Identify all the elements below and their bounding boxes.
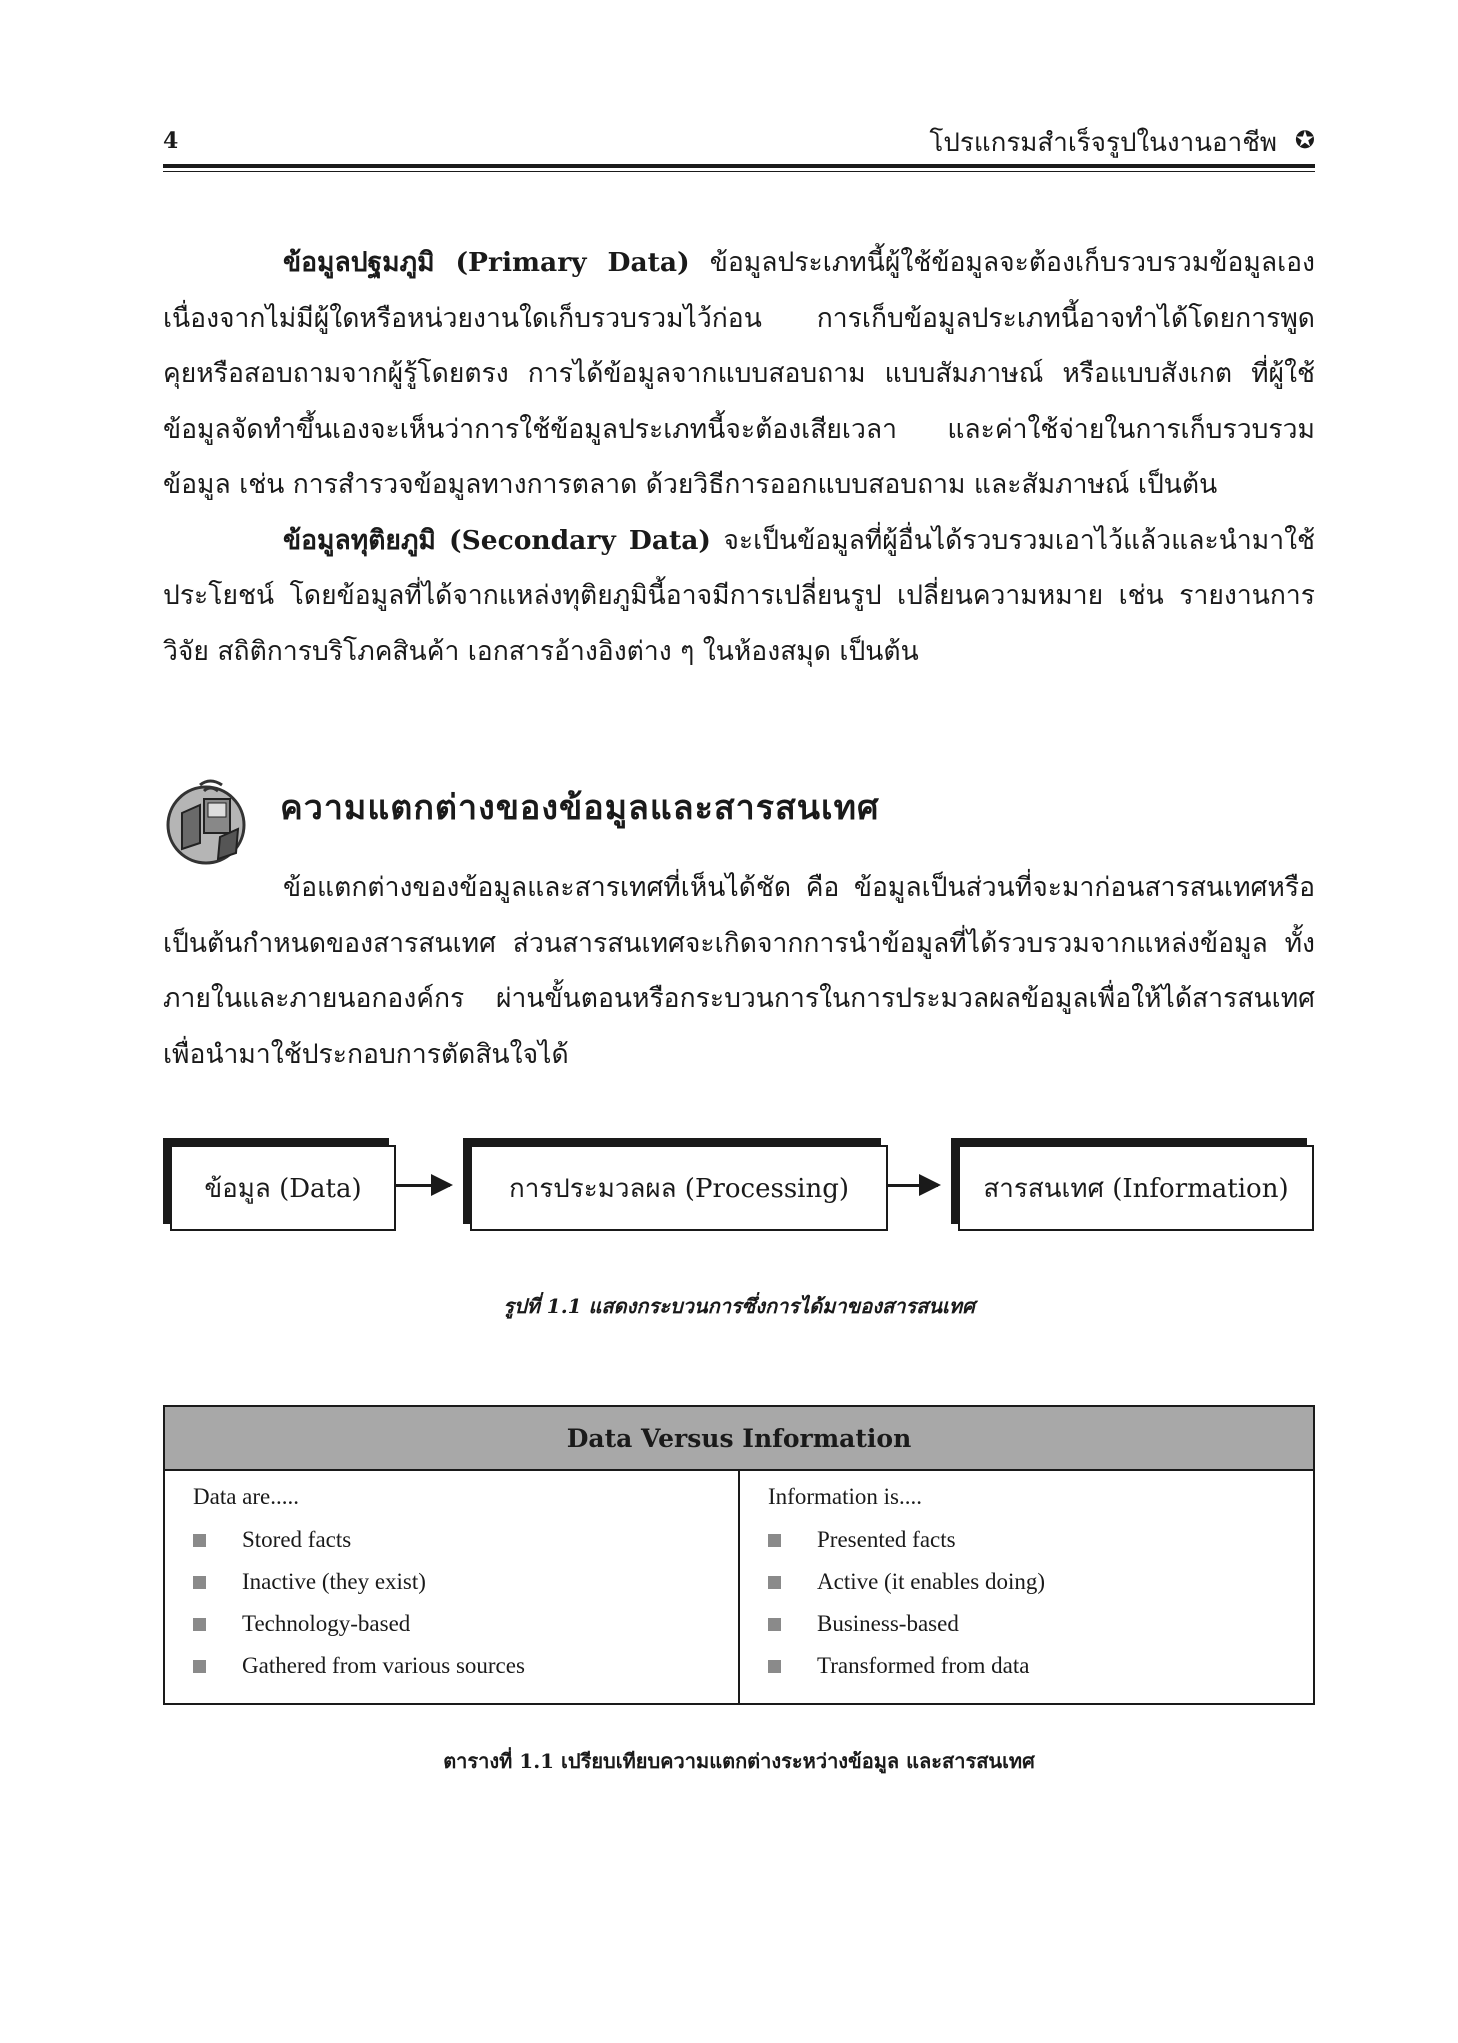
process-diagram <box>163 1140 1315 1240</box>
list-item <box>768 1561 1313 1603</box>
term-primary-data: ข้อมูลปฐมภูมิ (Primary Data) <box>283 247 690 278</box>
list-item-label: Presented facts <box>817 1527 956 1552</box>
paragraph-difference: ข้อแตกต่างของข้อมูลและสารเทศที่เห็นได้ชัด คือ ข้อมูลเป็นส่วนที่จะมาก่อนสารสนเทศหรือเป็นต้นกำหนดของสารสนเทศ ส่วนสารสนเทศจะเกิดจากการนำข้อมูลที่ได้รวบรวมจากแหล่งข้อมูล ทั้งภายในและภายนอกองค์กร ผ่านขั้นตอนหรือกระบวนการในการประมวลผลข้อมูลเพื่อให้ได้สารสนเทศ เพื่อนำมาใช้ประกอบการตัดสินใจได้ <box>163 872 1315 1070</box>
section-difference <box>163 860 1315 1082</box>
table-caption: ตารางที่ 1.1 เปรียบเทียบความแตกต่างระหว่างข้อมูล และสารสนเทศ <box>443 1749 1035 1773</box>
list-item <box>768 1645 1313 1687</box>
paragraph-secondary-data <box>163 513 1315 680</box>
information-column-heading: Information is.... <box>768 1484 922 1509</box>
information-column <box>738 1471 1313 1703</box>
list-item <box>193 1603 738 1645</box>
computer-network-icon <box>160 775 252 867</box>
section-title: ความแตกต่างของข้อมูลและสารสนเทศ <box>280 788 880 828</box>
processing-box <box>470 1145 888 1231</box>
data-versus-information-table <box>163 1405 1315 1705</box>
list-item <box>193 1561 738 1603</box>
square-bullet-icon <box>193 1534 206 1547</box>
list-item <box>193 1519 738 1561</box>
square-bullet-icon <box>768 1576 781 1589</box>
flower-icon: ✪ <box>1294 126 1315 154</box>
arrow-processing-to-information <box>886 1184 938 1187</box>
list-item-label: Stored facts <box>242 1527 352 1552</box>
page-number: 4 <box>163 128 179 154</box>
square-bullet-icon <box>193 1660 206 1673</box>
header-rule-thick <box>163 164 1315 168</box>
list-item-label: Inactive (they exist) <box>242 1569 426 1594</box>
data-box <box>170 1145 396 1231</box>
header-rule-thin <box>163 171 1315 172</box>
arrow-data-to-processing <box>394 1184 450 1187</box>
square-bullet-icon <box>768 1534 781 1547</box>
square-bullet-icon <box>768 1618 781 1631</box>
secondary-data-text: จะเป็นข้อมูลที่ผู้อื่นได้รวบรวมเอาไว้แล้วและนำมาใช้ประโยชน์ โดยข้อมูลที่ได้จากแหล่งทุติยภูมินี้อาจมีการเปลี่ยนรูป เปลี่ยนความหมาย เช่น รายงานการวิจัย สถิติการบริโภคสินค้า เอกสารอ้างอิงต่าง ๆ ในห้องสมุด เป็นต้น <box>163 524 1315 667</box>
list-item-label: Gathered from various sources <box>242 1653 525 1678</box>
square-bullet-icon <box>193 1618 206 1631</box>
information-box <box>958 1145 1314 1231</box>
data-box-label: ข้อมูล (Data) <box>204 1173 362 1204</box>
square-bullet-icon <box>768 1660 781 1673</box>
list-item-label: Business-based <box>817 1611 959 1636</box>
figure-caption: รูปที่ 1.1 แสดงกระบวนการซึ่งการได้มาของสารสนเทศ <box>503 1294 975 1318</box>
list-item <box>768 1603 1313 1645</box>
page-header <box>163 120 1315 160</box>
paragraph-primary-data <box>163 235 1315 513</box>
section-primary-secondary <box>163 235 1315 679</box>
data-column <box>165 1471 738 1703</box>
list-item <box>193 1645 738 1687</box>
information-box-label: สารสนเทศ (Information) <box>983 1173 1289 1204</box>
term-secondary-data: ข้อมูลทุติยภูมิ (Secondary Data) <box>283 524 711 556</box>
square-bullet-icon <box>193 1576 206 1589</box>
primary-data-text: ข้อมูลประเภทนี้ผู้ใช้ข้อมูลจะต้องเก็บรวบรวมข้อมูลเอง เนื่องจากไม่มีผู้ใดหรือหน่วยงานใดเก็บรวบรวมไว้ก่อน การเก็บข้อมูลประเภทนี้อาจทำได้โดยการพูดคุยหรือสอบถามจากผู้รู้โดยตรง การได้ข้อมูลจากแบบสอบถาม แบบสัมภาษณ์ หรือแบบสังเกต ที่ผู้ใช้ข้อมูลจัดทำขึ้นเองจะเห็นว่าการใช้ข้อมูลประเภทนี้จะต้องเสียเวลา และค่าใช้จ่ายในการเก็บรวบรวมข้อมูล เช่น การสำรวจข้อมูลทางการตลาด ด้วยวิธีการออกแบบสอบถาม และสัมภาษณ์ เป็นต้น <box>163 247 1315 500</box>
list-item-label: Technology-based <box>242 1611 411 1636</box>
table-title: Data Versus Information <box>165 1407 1313 1471</box>
list-item-label: Active (it enables doing) <box>817 1569 1046 1594</box>
processing-box-label: การประมวลผล (Processing) <box>508 1173 850 1204</box>
list-item-label: Transformed from data <box>817 1653 1030 1678</box>
list-item <box>768 1519 1313 1561</box>
data-column-heading: Data are..... <box>193 1484 299 1509</box>
running-title: โปรแกรมสำเร็จรูปในงานอาชีพ <box>929 128 1277 158</box>
